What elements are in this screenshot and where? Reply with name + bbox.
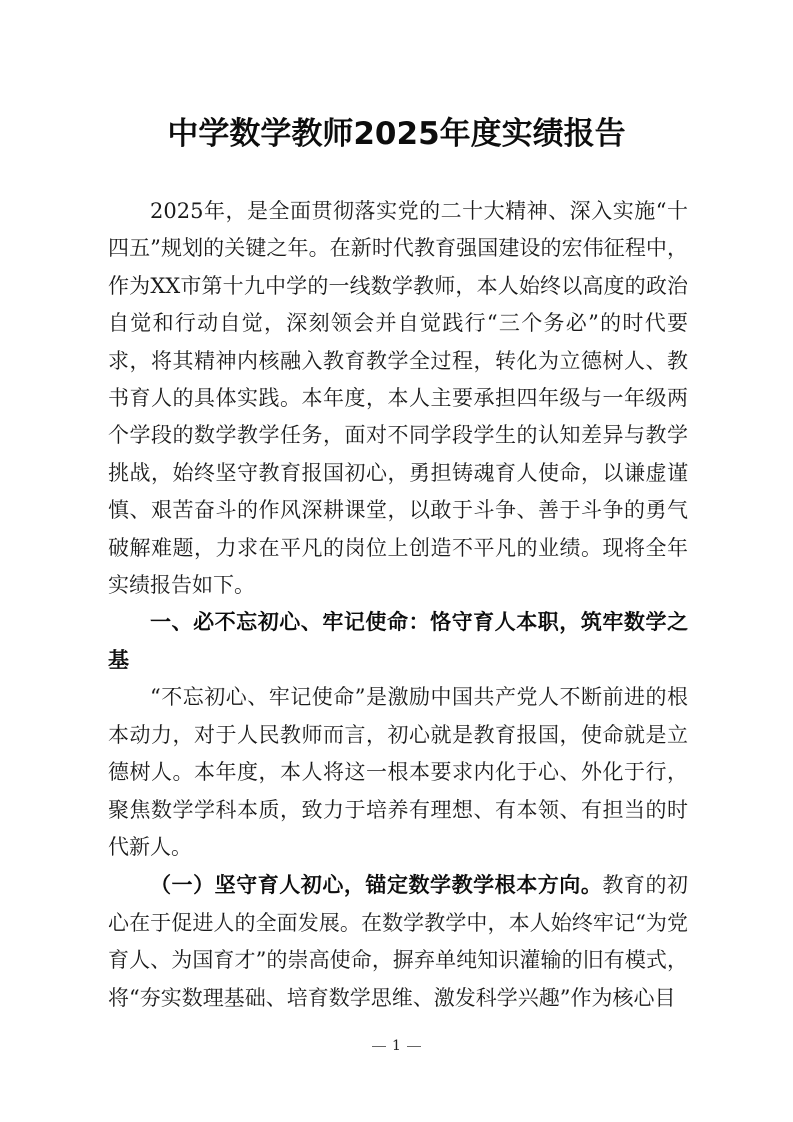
dash-decoration <box>372 1046 386 1047</box>
subsection-heading-1: （一）坚守育人初心，锚定数学教学根本方向。 <box>150 872 603 898</box>
intro-paragraph: 2025年，是全面贯彻落实党的二十大精神、深入实施“十四五”规划的关键之年。在新时代教育强国建设的宏伟征程中，作为XX市第十九中学的一线数学教师，本人始终以高度的政治自觉和行动自觉，深刻领会并自觉践行“三个务必”的时代要求，将其精神内核融入教育教学全过程，转化为立德树人、教书育人的具体实践。本年度，本人主要承担四年级与一年级两个学段的数学教学任务，面对不同学段学生的认知差异与教学挑战，始终坚守教育报国初心，勇担铸魂育人使命，以谦虚谨慎、艰苦奋斗的作风深耕课堂，以敢于斗争、善于斗争的勇气破解难题，力求在平凡的岗位上创造不平凡的业绩。现将全年实绩报告如下。 <box>108 199 688 598</box>
document-body <box>108 193 688 1017</box>
section-heading-1: 一、必不忘初心、牢记使命：恪守育人本职，筑牢数学之基 <box>108 610 688 672</box>
dash-decoration <box>407 1046 421 1047</box>
page-footer <box>0 1036 793 1056</box>
document-title: 中学数学教师2025年度实绩报告 <box>167 116 626 152</box>
subsection-1-text: 教育的初心在于促进人的全面发展。在数学教学中，本人始终牢记“为党育人、为国育才”的崇高使命，摒弃单纯知识灌输的旧有模式，将“夯实数理基础、培育数学思维、激发科学兴趣”作为核心目 <box>108 873 688 1010</box>
section-1-intro-paragraph: “不忘初心、牢记使命”是激励中国共产党人不断前进的根本动力，对于人民教师而言，初心就是教育报国，使命就是立德树人。本年度，本人将这一根本要求内化于心、外化于行，聚焦数学学科本质，致力于培养有理想、有本领、有担当的时代新人。 <box>108 685 688 859</box>
subsection-1-paragraph <box>108 866 688 1017</box>
page-number: 1 <box>392 1038 401 1054</box>
